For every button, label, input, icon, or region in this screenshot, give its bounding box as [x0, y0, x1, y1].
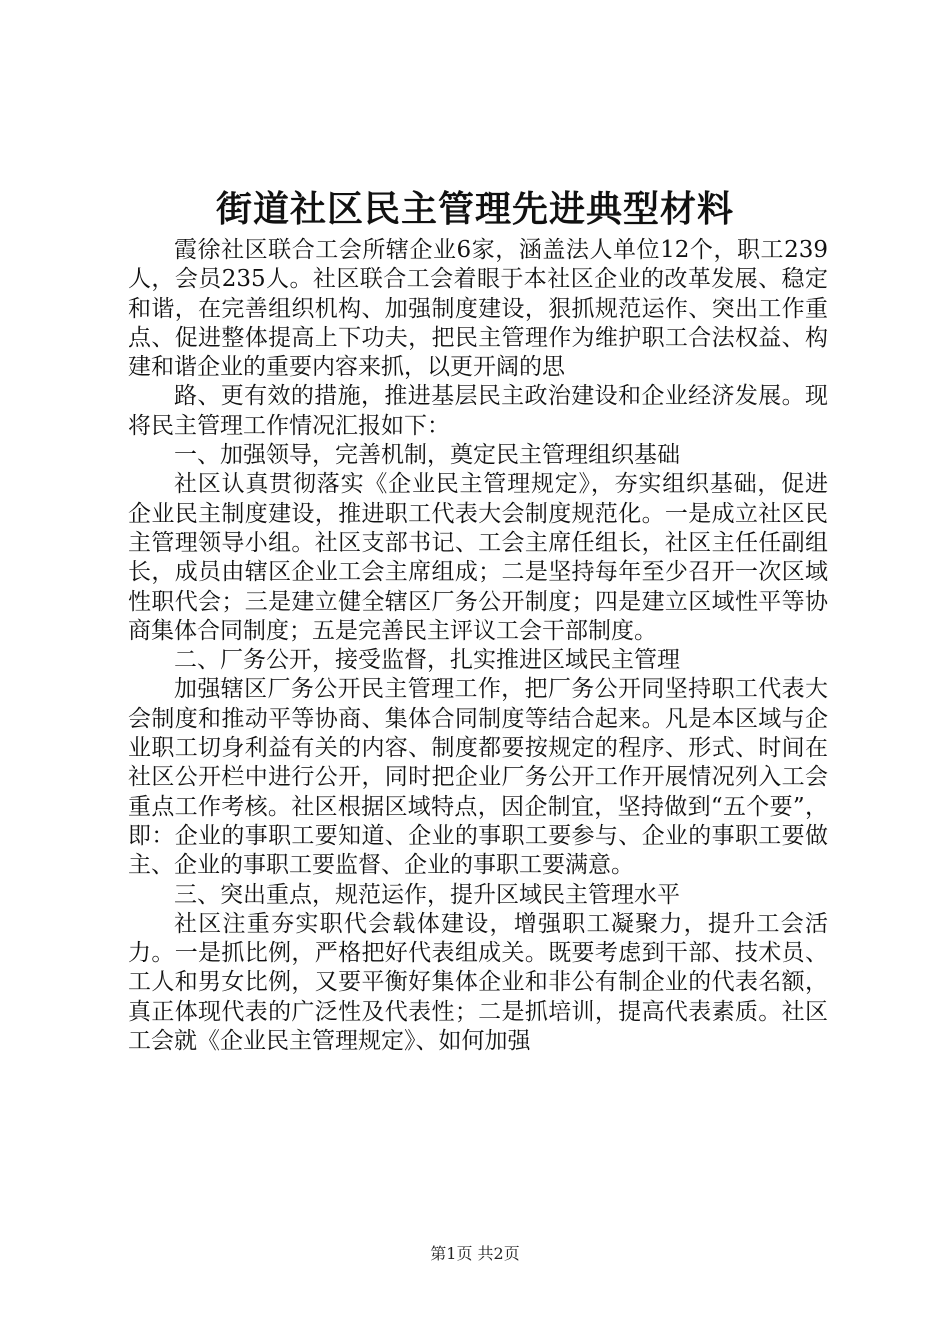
- section-heading-3: 三、突出重点，规范运作，提升区域民主管理水平: [174, 881, 680, 908]
- document-body: [128, 236, 828, 1056]
- paragraph-intro-continued: 路、更有效的措施，推进基层民主政治建设和企业经济发展。现将民主管理工作情况汇报如下：: [128, 383, 828, 439]
- page-number-footer: 第1页 共2页: [430, 1244, 520, 1263]
- paragraph-section-3: 社区注重夯实职代会载体建设，增强职工凝聚力，提升工会活力。一是抓比例，严格把好代表组成关。既要考虑到干部、技术员、工人和男女比例，又要平衡好集体企业和非公有制企业的代表名额，真正体现代表的广泛性及代表性；二是抓培训，提高代表素质。社区工会就《企业民主管理规定》、如何加强: [128, 910, 828, 1055]
- paragraph-section-1: 社区认真贯彻落实《企业民主管理规定》，夯实组织基础，促进企业民主制度建设，推进职工代表大会制度规范化。一是成立社区民主管理领导小组。社区支部书记、工会主席任组长，社区主任任副组长，成员由辖区企业工会主席组成；二是坚持每年至少召开一次区域性职代会；三是建立健全辖区厂务公开制度；四是建立区域性平等协商集体合同制度；五是完善民主评议工会干部制度。: [128, 471, 828, 644]
- paragraph-intro: 霞徐社区联合工会所辖企业6家，涵盖法人单位12个，职工239人，会员235人。社区联合工会着眼于本社区企业的改革发展、稳定和谐，在完善组织机构、加强制度建设，狠抓规范运作、突出工作重点、促进整体提高上下功夫，把民主管理作为维护职工合法权益、构建和谐企业的重要内容来抓，以更开阔的思: [128, 237, 828, 381]
- document-title: 街道社区民主管理先进典型材料: [215, 188, 734, 230]
- section-heading-2: 二、厂务公开，接受监督，扎实推进区域民主管理: [174, 647, 680, 674]
- section-heading-1: 一、加强领导，完善机制，奠定民主管理组织基础: [174, 442, 680, 469]
- paragraph-section-2: 加强辖区厂务公开民主管理工作，把厂务公开同坚持职工代表大会制度和推动平等协商、集体合同制度等结合起来。凡是本区域与企业职工切身利益有关的内容、制度都要按规定的程序、形式、时间在社区公开栏中进行公开，同时把企业厂务公开工作开展情况列入工会重点工作考核。社区根据区域特点，因企制宜，坚持做到“五个要”，即：企业的事职工要知道、企业的事职工要参与、企业的事职工要做主、企业的事职工要监督、企业的事职工要满意。: [128, 676, 828, 879]
